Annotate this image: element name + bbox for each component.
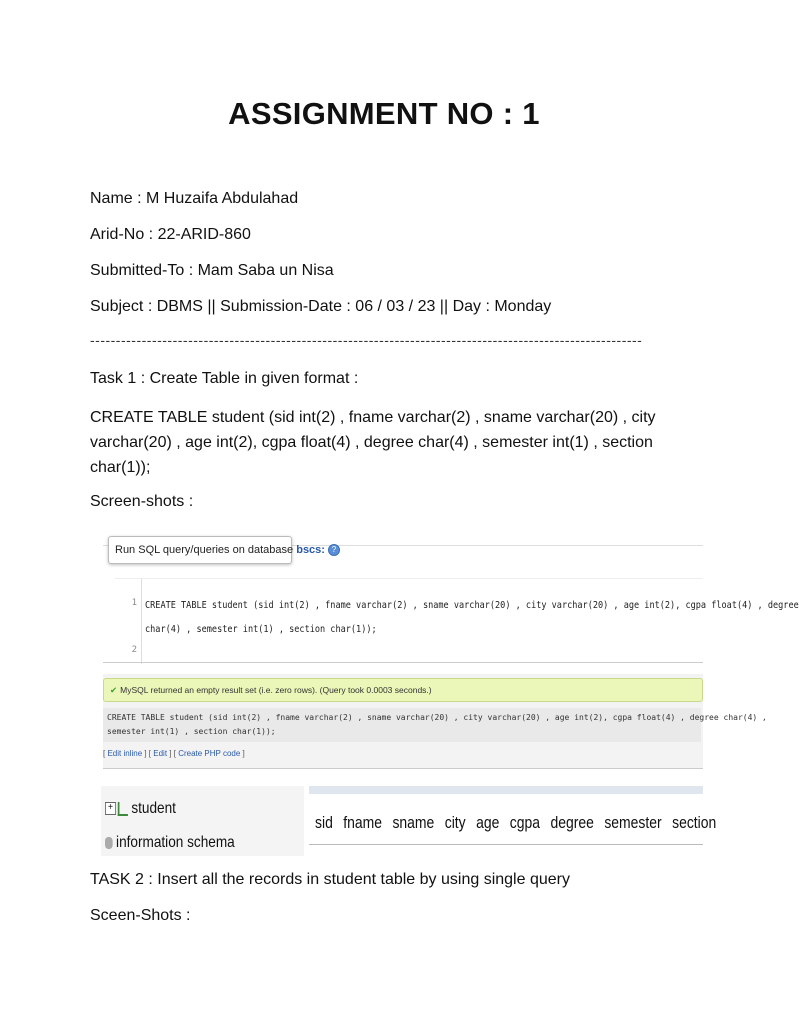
- database-icon: [105, 837, 113, 849]
- tree-item-student[interactable]: [105, 800, 176, 818]
- task1-heading: Task 1 : Create Table in given format :: [90, 370, 359, 387]
- header-divider: [309, 844, 703, 845]
- create-php-code-link[interactable]: Create PHP code: [178, 749, 241, 758]
- subject-line: Subject : DBMS || Submission-Date : 06 / 03 / 23 || Day : Monday: [90, 298, 552, 315]
- table-columns-screenshot: [309, 786, 717, 856]
- code-line-1: CREATE TABLE student (sid int(2) , fname varchar(2) , sname varchar(20) , city varchar(20) , age int(2), cgpa float(4) , degree: [145, 600, 799, 611]
- query-result-screenshot: [103, 674, 767, 769]
- expand-icon[interactable]: +: [105, 802, 116, 815]
- success-message-box: [103, 678, 703, 702]
- edit-inline-link[interactable]: Edit inline: [107, 749, 143, 758]
- sql-code: [145, 594, 799, 642]
- submitted-to: Submitted-To : Mam Saba un Nisa: [90, 262, 334, 279]
- column-header[interactable]: semester: [604, 813, 662, 832]
- task1-screenshots-label: Screen-shots :: [90, 493, 194, 510]
- run-sql-tab-label: Run SQL query/queries on database: [115, 544, 297, 556]
- help-icon: ?: [328, 544, 340, 556]
- line-number: 2: [131, 645, 137, 655]
- line-number: 1: [131, 598, 137, 608]
- database-name: bscs:: [296, 544, 325, 556]
- column-header[interactable]: cgpa: [509, 813, 541, 832]
- sql-editor-screenshot: [103, 533, 799, 663]
- column-header[interactable]: sname: [392, 813, 435, 832]
- executed-sql-line-2: semester int(1) , section char(1));: [107, 727, 276, 736]
- success-message: MySQL returned an empty result set (i.e. zero rows). (Query took 0.0003 seconds.): [120, 685, 432, 695]
- line-number-gutter: [115, 579, 142, 664]
- column-header[interactable]: city: [444, 813, 466, 832]
- task2-screenshots-label: Sceen-Shots :: [90, 907, 191, 924]
- check-icon: ✔: [110, 685, 118, 695]
- sql-editor: [115, 578, 799, 664]
- code-line-2: char(4) , semester int(1) , section char(1));: [145, 624, 377, 635]
- executed-sql-line-1: CREATE TABLE student (sid int(2) , fname varchar(2) , sname varchar(20) , city varchar(20) , age int(2), cgpa float(4) , degree char(4) ,: [107, 713, 767, 722]
- column-header[interactable]: sid: [315, 813, 333, 832]
- tree-item-information-schema[interactable]: [105, 834, 235, 852]
- editor-bottom-border: [103, 662, 703, 663]
- column-header[interactable]: degree: [550, 813, 594, 832]
- edit-link[interactable]: Edit: [153, 749, 168, 758]
- executed-sql: [103, 708, 767, 742]
- task1-query: CREATE TABLE student (sid int(2) , fname varchar(2) , sname varchar(20) , city varchar(20) , age int(2), cgpa float(4) , degree char(4) , semester int(1) , section char(1));: [90, 409, 656, 476]
- column-headers: [315, 813, 723, 833]
- column-header[interactable]: section: [672, 813, 717, 832]
- student-name: Name : M Huzaifa Abdulahad: [90, 190, 299, 207]
- table-icon: [118, 802, 128, 816]
- tree-item-label: student: [131, 800, 176, 817]
- run-sql-tab: [108, 536, 337, 564]
- column-header[interactable]: fname: [343, 813, 383, 832]
- assignment-title: ASSIGNMENT NO : 1: [228, 96, 540, 131]
- arid-number: Arid-No : 22-ARID-860: [90, 226, 251, 243]
- tree-item-label: information schema: [116, 834, 235, 851]
- task2-heading: TASK 2 : Insert all the records in student table by using single query: [90, 871, 570, 888]
- header-bar: [309, 786, 703, 794]
- dashed-divider: -----------------------------------------------------------------------------------------------------------: [90, 332, 643, 348]
- result-links: [ Edit inline ] [ Edit ] [ Create PHP code ]: [103, 749, 245, 758]
- column-header[interactable]: age: [476, 813, 500, 832]
- database-tree-screenshot: [101, 786, 304, 856]
